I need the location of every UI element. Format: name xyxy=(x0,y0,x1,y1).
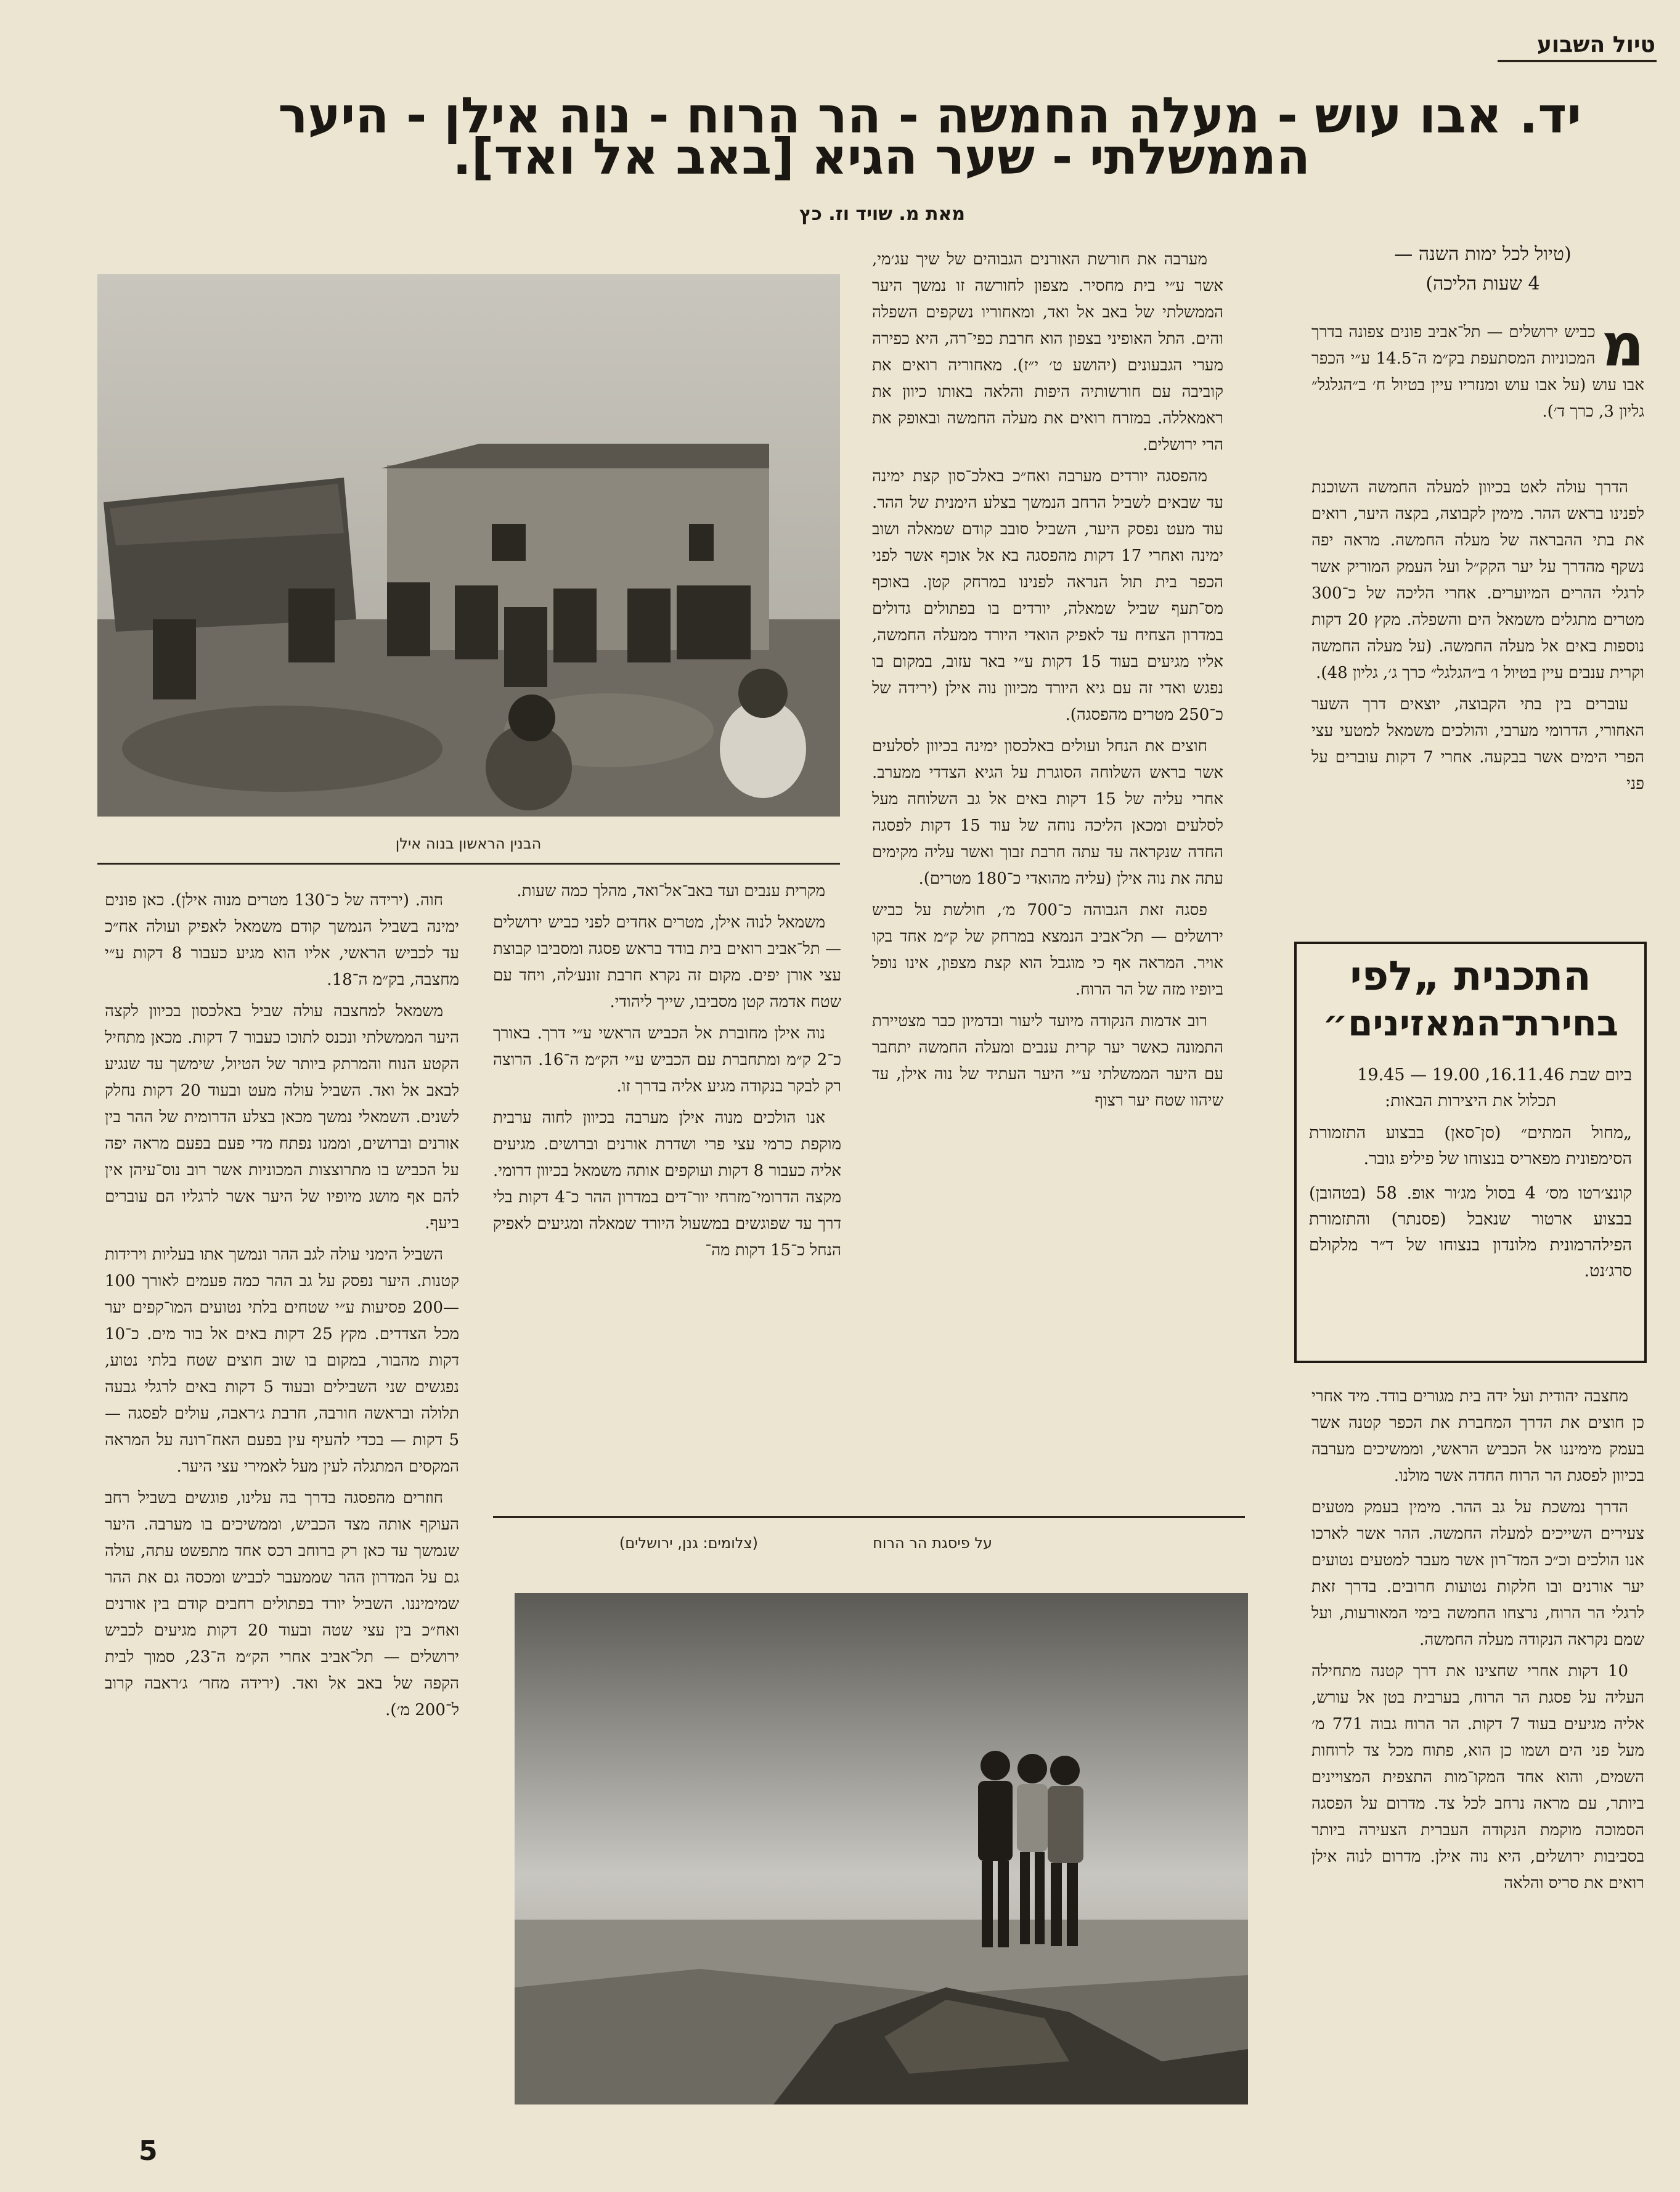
photo1-caption: הבנין הראשון בנוה אילן xyxy=(395,835,542,852)
box-intro: תכלול את היצירות הבאות: xyxy=(1385,1091,1556,1110)
byline: מאת מ. שויד וז. כץ xyxy=(799,203,965,225)
photo-first-building-image xyxy=(97,274,840,817)
section-label: טיול השבוע xyxy=(1536,32,1655,57)
paragraph: חוה. (ירידה של כ־130 מטרים מנוה אילן). כאן פונים ימינה בשביל הנמשך קודם משמאל לאפיק ועולה אח״כ עד לכביש הראשי, אליו הוא מגיע כעבור 8 דקות ע״י מחצבה, בק״מ ה־18. xyxy=(105,891,459,989)
box-item-1: „מחול המתים״ (סן־סאן) בבצוע התזמורת הסימפונית מפאריס בנצוחו של פיליפ גובר. xyxy=(1309,1123,1632,1168)
box-item-2: קונצ׳רטו מס׳ 4 בסול מג׳ור אופ. 58 (בטהובן) בבצוע ארטור שנאבל (פסנתר) והתזמורת הפילהרמונית מלונדון בנצוחו של ד״ר מלקולם סרג׳נט. xyxy=(1309,1184,1633,1281)
headline-line1: יד. אבו עוש - מעלה החמשה - הר הרוח - נוה אילן - היער xyxy=(278,87,1581,144)
right-column-upper xyxy=(1311,475,1644,931)
paragraph: מקרית ענבים ועד באב־אל־ואד, מהלך כמה שעות. xyxy=(516,882,825,900)
paragraph: 10 דקות אחרי שחצינו את דרך קטנה מתחילה העליה על פסגת הר הרוח, בערבית בטן אל עורש, אליה מגיעים בעוד 7 דקות. הר הרוח גבוה 771 מ׳ מעל פני הים ושמו כן הוא, פתוח מכל צד לרוחות השמים, והוא אחד המקו־מות התצפית המצויינים ביותר, עם מראה נרחב לכל צד. מדרום על הפסגה הסמוכה מוקמת הנקודה העברית הצעירה ביותר בסביבות ירושלים, היא נוה אילן. מדרום לנוה אילן רואים את סריס והלאה xyxy=(1311,1662,1644,1893)
middle-column-upper xyxy=(872,246,1223,1516)
subtitle-line2: 4 שעות הליכה) xyxy=(1425,273,1540,295)
paragraph: נוה אילן מחוברת אל הכביש הראשי ע״י דרך. באורך כ־2 ק״מ ומתחברת עם הכביש ע״י הק״מ ה־16. הרוצה רק לבקר בנקודה מגיע אליה בדרך זו. xyxy=(493,1024,841,1096)
subtitle-line1: (טיול לכל ימות השנה — xyxy=(1394,243,1572,265)
photo2-caption: על פיסגת הר הרוח xyxy=(873,1534,992,1552)
paragraph: אנו הולכים מנוה אילן מערבה בכיוון לחוה ערבית מוקפת כרמי עצי פרי ושדרת אורנים וברושים. מגיעים אליה כעבור 8 דקות ועוקפים אותה משמאל בכיוון דרומי. מקצה הדרומי־מזרחי יור־דים במדרון ההר כ־4 דקות בלי דרך עד שפוגשים במשעול היורד שמאלה ומגיעים לאפיק הנחל כ־15 דקות מה־ xyxy=(493,1109,841,1260)
paragraph: הדרך עולה לאט בכיוון למעלה החמשה השוכנת לפנינו בראש ההר. מימין לקבוצה, בקצה היער, רואים את בתי ההבראה של מעלה החמשה. מראה יפה נשקף מהדרך על יער הקק״ל ועל העמק המוריק אשר לרגלי ההרים המיוערים. אחרי הליכה של כ־300 מטרים מתגלים משמאל הים והשפלה. מקץ 20 דקות נוספות באים אל מעלה החמשה. (על מעלה החמשה וקרית ענבים עיין בטיול ו׳ ב״הגלגל״ כרך ג׳, גליון 48). xyxy=(1311,478,1644,682)
paragraph: מהפסגה יורדים מערבה ואח״כ באלכ־סון קצת ימינה עד שבאים לשביל הרחב הנמשך בצלע הימנית של ההר. עוד מעט נפסק היער, השביל סובב קודם שמאלה ושוב ימינה ואחרי 17 דקות מהפסגה בא אל אוכף אשר לפני הכפר בית תול הנראה לפנינו במרחק קטן. באוכף מס־תעף שביל שמאלה, יורדים בו בפתולים גדולים במדרון הצחיח עד לאפיק הואדי היורד ממעלה החמשה, אליו מגיעים בעוד 15 דקות ע״י באר עזוב, במקום בו נפגש ואדי זה עם גיא היורד מכיוון נוה אילן (ירידה של כ־250 מטרים מהפסגה). xyxy=(872,467,1223,724)
paragraph: עוברים בין בתי הקבוצה, יוצאים דרך השער האחורי, הדרומי מערבי, והולכים משמאל למטעי עצי הפרי הימים אשר בבקעה. אחרי 7 דקות עוברים על פני xyxy=(1311,695,1644,793)
box-title-1: התכנית „לפי xyxy=(1350,952,1591,1000)
paragraph: משמאל למחצבה עולה שביל באלכסון בכיוון לקצה היער הממשלתי ונכנס לתוכו כעבור 7 דקות. מכאן מתחיל הקטע הנוח והמרתק ביותר של הטיול, שימשך עד שנגיע לבאב אל ואד. השביל עולה מעט ובעוד 20 דקות נחלק לשנים. השמאלי נמשך מכאן בצלע הדרומית של ההר בין אורנים וברושים, וממנו נפתח מדי פעם בפעם מראה יפה על הכביש בו מתרוצצות המכוניות אשר רוב נוס־עיהן אין להם אף מושג מיופיו של היער אשר לרגליו הם עוברים ביעף. xyxy=(105,1002,459,1232)
photo2-rule xyxy=(493,1516,1245,1518)
page-number: 5 xyxy=(139,2135,158,2167)
photo1-rule xyxy=(97,863,840,865)
radio-program-box xyxy=(1294,942,1647,1363)
photo-first-building xyxy=(97,274,840,817)
paragraph: רוב אדמות הנקודה מיועד ליעור ובדמיון כבר מצטיירת התמונה כאשר יער קרית ענבים ומעלה החמשה יתחבר עם היער הממשלתי ע״י היער העתיד של נוה אילן, עד שיהוו שטח יער רצוף xyxy=(872,1012,1223,1110)
bottom-middle-column xyxy=(493,878,841,1501)
dropcap: מ xyxy=(1601,319,1644,380)
photo-ruach-summit-image xyxy=(515,1593,1248,2104)
right-column-lower xyxy=(1311,1383,1644,2154)
paragraph: חוצים את הנחל ועולים באלכסון ימינה בכיוון לסלעים אשר בראש השלוחה הסוגרת על הגיא הצדדי ממערב. אחרי עליה של 15 דקות באים אל גב השלוחה מעל לסלעים ומכאן הליכה נוחה של עוד 15 דקות לפסגה החדה שנקראה עד עתה חרבת זבוך ואשר עליה מקימים עתה את נוה אילן (עליה מהואדי כ־180 מטרים). xyxy=(872,737,1223,888)
bottom-left-column xyxy=(105,887,459,2114)
paragraph: משמאל לנוה אילן, מטרים אחדים לפני כביש ירושלים — תל־אביב רואים בית בודד בראש פסגה ומסביבו קבוצת עצי אורן יפים. מקום זה נקרא חרבת זונע׳לה, ויחד עם שטח אדמה קטן מסביבו, שייך ליהודי. xyxy=(493,913,841,1011)
paragraph: השביל הימני עולה לגב ההר ונמשך אתו בעליות וירידות קטנות. היער נפסק על גב ההר כמה פעמים לאורך 100—200 פסיעות ע״י שטחים בלתי נטועים המו־קפים יער מכל הצדדים. מקץ 25 דקות באים אל בור מים. כ־10 דקות מהבור, במקום בו שוב חוצים שטח בלתי נטוע, נפגשים שני השבילים ובעוד 5 דקות באים לרגלי גבעה תלולה ובראשה חורבה, חרבת ג׳ראבה, עולים לפסגה — 5 דקות — בכדי להעיף עין בפעם האח־רונה על המראה המקסים המתגלה לעין מעל לאמירי עצי היער. xyxy=(105,1245,459,1476)
intro-text: כביש ירושלים — תל־אביב פונים צפונה בדרך המכוניות המסתעפת בק״מ ה־14.5 ע״י הכפר אבו עוש (על אבו עוש ומנזריו עיין בטיול ח׳ ב״הגלגל״ גליון 3, כרך ד׳). xyxy=(1311,323,1644,421)
intro-paragraph xyxy=(1311,319,1644,479)
paragraph: מערבה את חורשת האורנים הגבוהים של שיך עג׳מי, אשר ע״י בית מחסיר. מצפון לחורשה זו נמשך היער הממשלתי של באב אל ואד, ומאחוריו נשקפים השפלה והים. התל האופיני בצפון הוא חרבת כפי־רה, היא כפירה מערי הגבעונים (יהושע ט׳ י״ז). מאחוריה רואים את קוביבה עם חורשותיה היפות והלאה באותו כיוון את ראמאללה. במזרח רואים את מעלה החמשה ובאופק את הרי ירושלים. xyxy=(872,250,1223,454)
paragraph: פסגה זאת הגבוהה כ־700 מ׳, חולשת על כביש ירושלים — תל־אביב הנמצא במרחק של ק״מ אחד בקו אויר. המראה אף כי מוגבל הוא קצת מצפון, אינו נופל ביופיו מזה של הר הרוח. xyxy=(872,901,1223,999)
box-date: ביום שבת 16.11.46, 19.00 — 19.45 xyxy=(1357,1065,1632,1085)
photo2-credit: (צלומים: גנן, ירושלים) xyxy=(619,1534,758,1552)
paragraph: הדרך נמשכת על גב ההר. מימין בעמק מטעים צעירים השייכים למעלה החמשה. ההר אשר לארכו אנו הולכים וכ״כ המד־רון אשר מעבר למטעים נטועים יער אורנים ובו חלקות נטועות חרובים. בדרך זאת לרגלי הר הרוח, נרצחו החמשה בימי המאורעות, ועל שמם נקראה הנקודה מעלה החמשה. xyxy=(1311,1498,1644,1649)
paragraph: מחצבה יהודית ועל ידה בית מגורים בודד. מיד אחרי כן חוצים את הדרך המחברת את הכפר קטנה אשר בעמק מימיננו אל הכביש הראשי, וממשיכים מערבה בכיוון לפסגת הר הרוח החדה אשר מולנו. xyxy=(1311,1387,1644,1485)
box-title-2: בחירת־המאזינים״ xyxy=(1322,1002,1619,1044)
headline-line2: הממשלתי - שער הגיא [באב אל ואד]. xyxy=(452,128,1310,185)
photo-ruach-summit xyxy=(515,1593,1248,2104)
paragraph: חוזרים מהפסגה בדרך בה עלינו, פוגשים בשביל רחב העוקף אותה מצד הכביש, וממשיכים בו מערבה. היער שנמשך עד כאן רק ברוחב רכס אחד מתפשט עתה, עולה גם על המדרון ההר שממעבר לכביש ומכסה גם את ההר שמימיננו. השביל יורד בפתולים רחבים קודם בין אורנים ואח״כ בין עצי שטה ובעוד 20 דקות מגיעים לכביש ירושלים — תל־אביב אחרי הק״מ ה־23, סמוך לבית הקפה של באב אל ואד. (ירידה מחר׳ ג׳ראבה קרוב ל־200 מ׳). xyxy=(105,1489,459,1719)
header-rule xyxy=(1498,60,1657,62)
